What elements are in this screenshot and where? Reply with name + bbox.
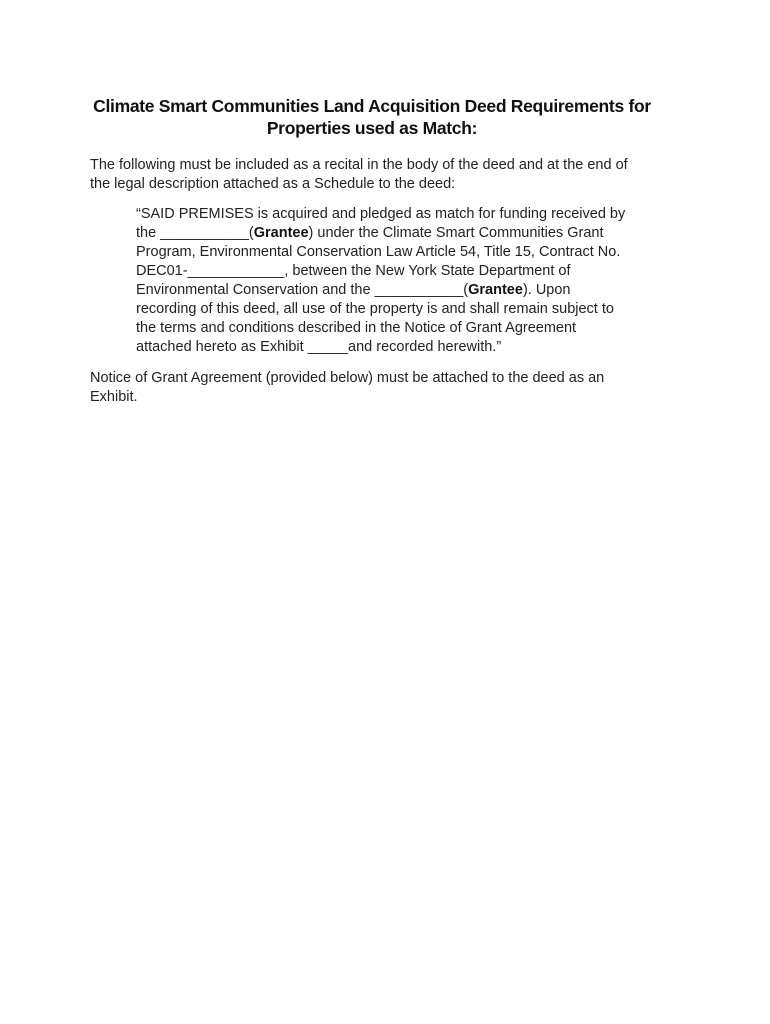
recital-line-2 bbox=[136, 224, 656, 243]
recital-line-6: recording of this deed, all use of the property is and shall remain subject to bbox=[136, 301, 614, 317]
intro-line-1: The following must be included as a recital in the body of the deed and at the end of bbox=[90, 157, 628, 173]
recital-quote bbox=[136, 205, 656, 357]
recital-line-7: the terms and conditions described in the Notice of Grant Agreement bbox=[136, 320, 577, 336]
recital-line-8: attached hereto as Exhibit _____and recorded herewith.” bbox=[136, 339, 502, 355]
notice-line-2: Exhibit. bbox=[90, 389, 138, 405]
document-title bbox=[60, 95, 684, 139]
recital-line-4: DEC01-____________, between the New York State Department of bbox=[136, 263, 571, 279]
grantee-label-2: Grantee bbox=[468, 282, 523, 298]
title-line-2: Properties used as Match: bbox=[266, 118, 478, 138]
recital-line-5-end: ). Upon bbox=[522, 282, 571, 298]
notice-paragraph bbox=[90, 369, 670, 407]
recital-line-5 bbox=[136, 281, 656, 300]
recital-line-2-end: ) under the Climate Smart Communities Grant bbox=[308, 225, 604, 241]
notice-line-1: Notice of Grant Agreement (provided below) must be attached to the deed as an bbox=[90, 370, 605, 386]
recital-line-2-start: the ___________( bbox=[136, 225, 254, 241]
intro-paragraph bbox=[90, 156, 670, 194]
intro-line-2: the legal description attached as a Schedule to the deed: bbox=[90, 176, 456, 192]
recital-line-5-start: Environmental Conservation and the ___________( bbox=[136, 282, 469, 298]
title-line-1: Climate Smart Communities Land Acquisition Deed Requirements for bbox=[93, 96, 651, 116]
grantee-label: Grantee bbox=[253, 225, 309, 241]
recital-line-1: “SAID PREMISES is acquired and pledged as match for funding received by bbox=[136, 206, 626, 222]
recital-line-3: Program, Environmental Conservation Law Article 54, Title 15, Contract No. bbox=[136, 244, 621, 260]
